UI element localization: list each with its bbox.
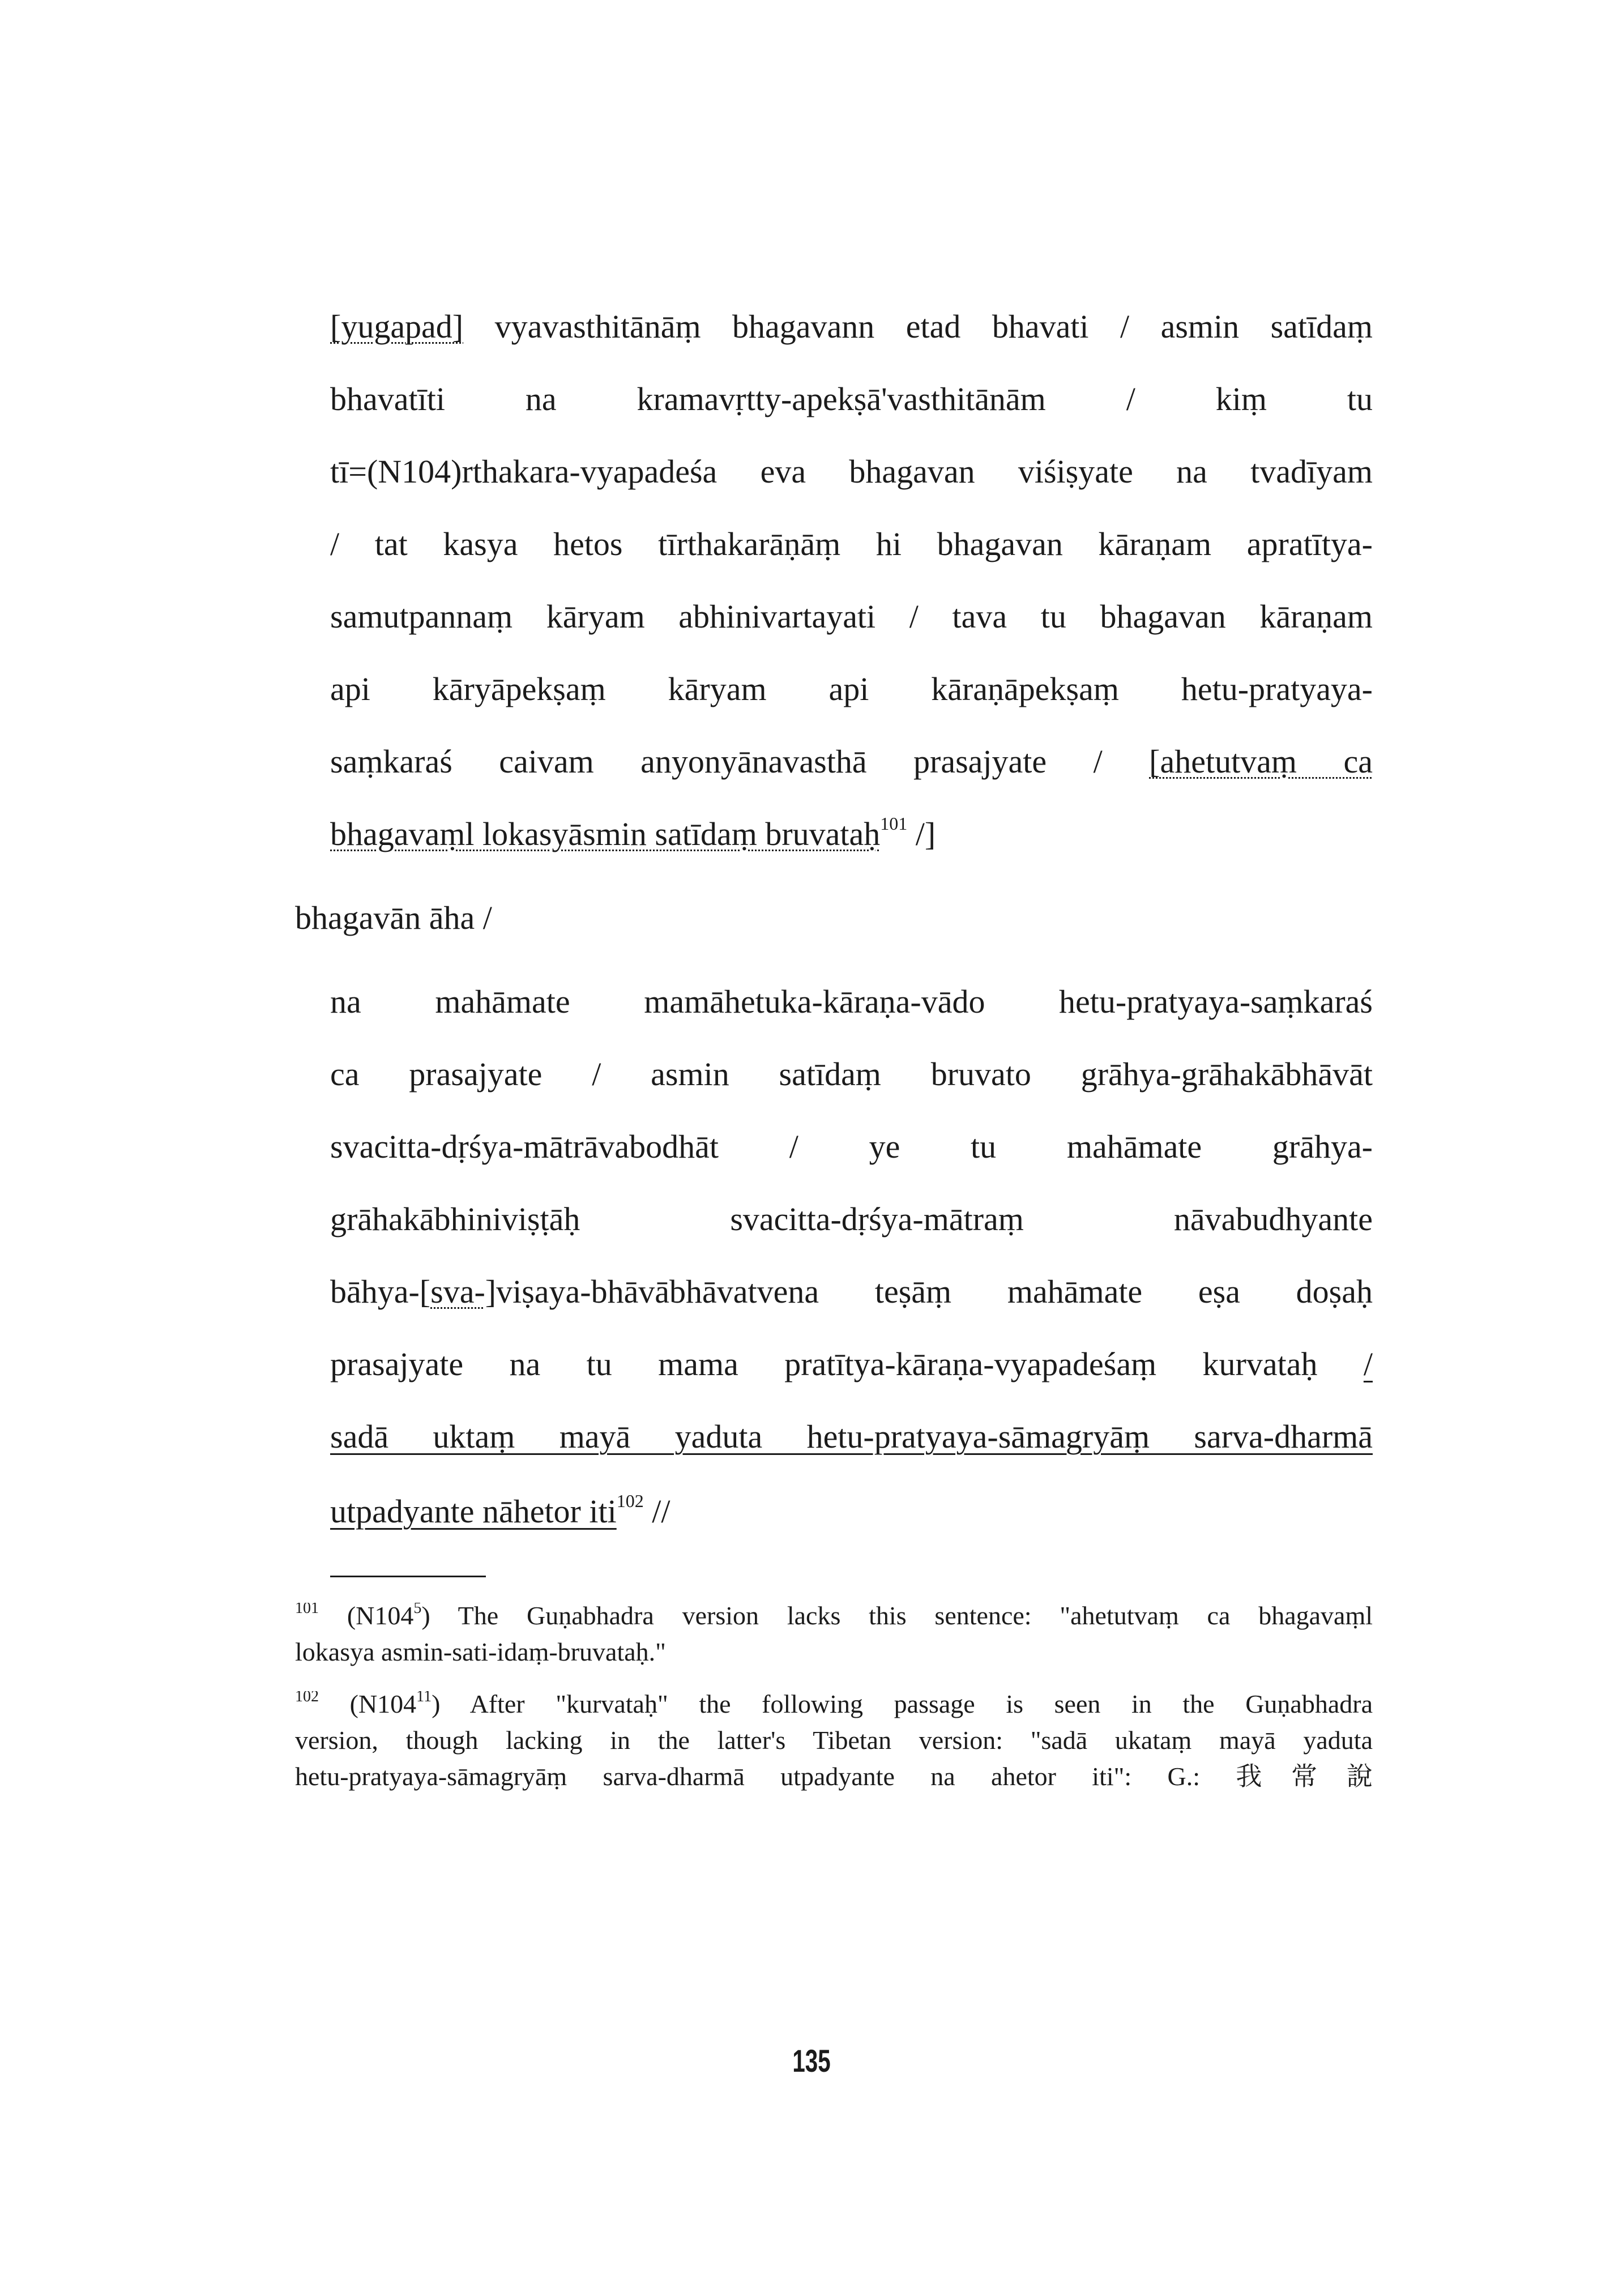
- editorial-insertion: bhagavaṃl lokasyāsmin satīdaṃ bruvataḥ: [330, 816, 881, 852]
- main-line-5: samutpannaṃ kāryam abhinivartayati / tava tu bhagavan kāraṇam: [330, 600, 1373, 635]
- main-line-1: [yugapad] vyavasthitānāṃ bhagavann etad bhavati / asmin satīdaṃ: [330, 310, 1373, 355]
- editorial-insertion: sva-: [430, 1275, 485, 1310]
- footnote-102-line-2: version, though lacking in the latter's Tibetan version: "sadā ukataṃ mayā yaduta: [295, 1727, 1373, 1755]
- footnote-ref-102: 102: [616, 1491, 644, 1511]
- footnote-102-line-1: $^{102}$ $(N104^{11})$ After "kurvataḥ" the following passage is seen in the Guṇabhadra: [295, 1691, 1373, 1726]
- reply-line-4: grāhakābhiniviṣṭāḥ svacitta-dṛśya-mātraṃ nāvabudhyante: [330, 1203, 1373, 1237]
- reply-line-8: utpadyante nāhetor iti$^{102}$ //: [330, 1491, 670, 1530]
- footnote-separator: [330, 1576, 486, 1577]
- reply-line-5: bāhya-[sva-]viṣaya-bhāvābhāvatvena teṣāṃ mahāmate eṣa doṣaḥ: [330, 1275, 1373, 1320]
- main-line-4: / tat kasya hetos tīrthakarāṇāṃ hi bhagavan kāraṇam apratītya-: [330, 528, 1373, 562]
- page-number: 135: [792, 2043, 831, 2079]
- reply-line-6: prasajyate na tu mama pratītya-kāraṇa-vyapadeśaṃ kurvataḥ /: [330, 1348, 1373, 1392]
- main-line-8: bhagavaṃl lokasyāsmin satīdaṃ bruvataḥ$^{101}$ /]: [330, 813, 936, 852]
- underlined-passage: utpadyante nāhetor iti: [330, 1493, 617, 1530]
- speaker-line: bhagavān āha /: [295, 899, 492, 936]
- reply-line-2: ca prasajyate / asmin satīdaṃ bruvato grāhya-grāhakābhāvāt: [330, 1058, 1373, 1092]
- footnote-ref-101: 101: [880, 813, 908, 834]
- main-line-6: api kāryāpekṣaṃ kāryam api kāraṇāpekṣaṃ hetu-pratyaya-: [330, 673, 1373, 707]
- reply-line-1: na mahāmate mamāhetuka-kāraṇa-vādo hetu-pratyaya-saṃkaraś: [330, 985, 1373, 1020]
- reply-line-3: svacitta-dṛśya-mātrāvabodhāt / ye tu mahāmate grāhya-: [330, 1130, 1373, 1165]
- reply-line-7: [330, 1420, 1373, 1465]
- underlined-passage: sadā uktaṃ mayā yaduta hetu-pratyaya-sāmagryāṃ sarva-dharmā: [330, 1420, 1373, 1455]
- editorial-insertion: [ahetutvaṃ ca: [1149, 745, 1373, 780]
- footnote-102-line-3: hetu-pratyaya-sāmagryāṃ sarva-dharmā utpadyante na ahetor iti": G.: 我常說: [295, 1764, 1373, 1791]
- footnote-number: 102: [295, 1691, 319, 1705]
- footnote-101-line-1: $^{101}$ $(N104^5)$ The Guṇabhadra version lacks this sentence: "ahetutvaṃ ca bhagavaṃl: [295, 1603, 1373, 1638]
- main-line-7: saṃkaraś caivam anyonyānavasthā prasajyate / [ahetutvaṃ ca: [330, 745, 1373, 789]
- footnote-number: 101: [295, 1603, 319, 1617]
- footnote-101-line-2: lokasya asmin-sati-idaṃ-bruvataḥ.": [295, 1637, 666, 1666]
- main-line-2: bhavatīti na kramavṛtty-apekṣā'vasthitānām / kiṃ tu: [330, 383, 1373, 417]
- underlined-passage: /: [1363, 1348, 1373, 1382]
- main-line-3: tī=(N104)rthakara-vyapadeśa eva bhagavan viśiṣyate na tvadīyam: [330, 455, 1373, 490]
- editorial-insertion: [yugapad]: [330, 310, 464, 345]
